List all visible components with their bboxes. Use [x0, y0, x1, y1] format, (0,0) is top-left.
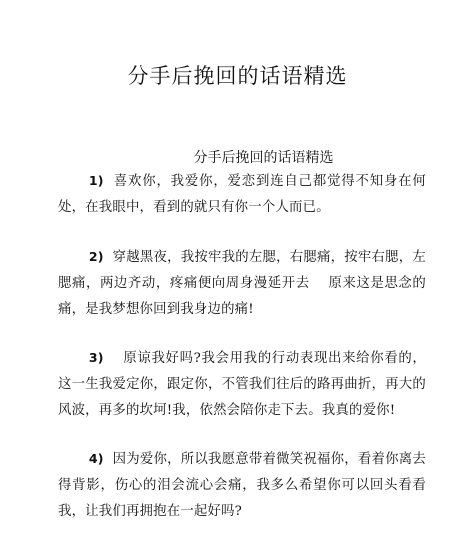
paragraph-text: 穿越黑夜，我按牢我的左腮，右腮痛，按牢右腮，左腮痛，两边齐动，疼痛便向周身漫延开去 原来这是思念的痛，是我梦想你回到我身边的痛!: [58, 250, 426, 317]
paragraph-3: [58, 345, 426, 424]
paragraph-4: [58, 446, 426, 525]
paragraph-text: 因为爱你，所以我愿意带着微笑祝福你，看着你离去得背影，伤心的泪会流心会痛，我多么希望你可以回头看看我，让我们再拥抱在一起好吗?: [58, 452, 426, 519]
paragraph-1: [58, 168, 426, 221]
paragraph-text: 喜欢你，我爱你，爱恋到连自己都觉得不知身在何处，在我眼中，看到的就只有你一个人而已。: [58, 174, 426, 215]
page-title: 分手后挽回的话语精选: [127, 64, 348, 88]
paragraph-number: 4): [88, 451, 104, 466]
paragraph-text: 原谅我好吗?我会用我的行动表现出来给你看的，这一生我爱定你，跟定你，不管我们往后的路再曲折，再大的风波，再多的坎坷!我，依然会陪你走下去。我真的爱你!: [58, 351, 427, 418]
paragraph-number: 1): [88, 173, 104, 188]
section-heading: 分手后挽回的话语精选: [193, 150, 334, 166]
paragraph-number: 2): [88, 249, 104, 264]
paragraph-2: [58, 244, 426, 323]
paragraph-number: 3): [88, 350, 104, 365]
